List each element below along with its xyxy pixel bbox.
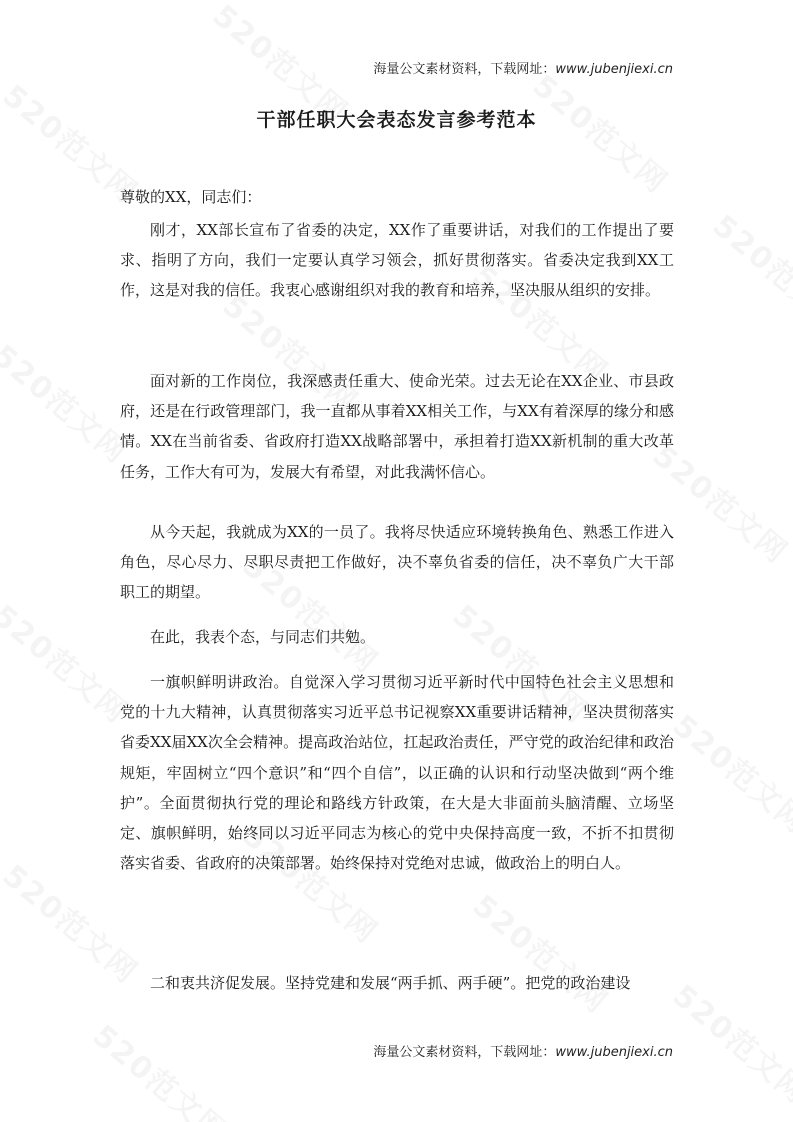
watermark [665,972,793,1112]
watermark [85,1012,239,1122]
paragraph: 刚才，XX部长宣布了省委的决定，XX作了重要讲话，对我们的工作提出了要求、指明了方向，我们一定要认真学习领会，抓好贯彻落实。省委决定我到XX工作，这是对我的信任。我衷心感谢组织对我的教育和培养，坚决服从组织的安排。 [120,221,674,300]
salutation: 尊敬的XX，同志们： [120,188,262,206]
watermark [525,62,679,202]
header-text: 海量公文素材资料，下载网址： [373,62,556,77]
document-title: 干部任职大会表态发言参考范本 [256,109,537,131]
watermark [665,702,793,842]
page-header [373,58,673,77]
footer-text: 海量公文素材资料，下载网址： [373,1045,556,1060]
watermark [465,882,619,1022]
page-footer [373,1041,673,1060]
footer-url: www.jubenjiexi.cn [555,1045,673,1060]
paragraph: 在此，我表个态，与同志们共勉。 [150,628,376,646]
watermark [0,332,140,472]
watermark [705,202,793,342]
header-url: www.jubenjiexi.cn [555,62,673,77]
paragraph: 面对新的工作岗位，我深感责任重大、使命光荣。过去无论在XX企业、市县政府，还是在行政管理部门，我一直都从事着XX相关工作，与XX有着深厚的缘分和感情。XX在当前省委、省政府打造XX战略部署中，承担着打造XX新机制的重大改革任务，工作大有可为，发展大有希望，对此我满怀信心。 [120,372,674,481]
paragraph: 二和衷共济促发展。坚持党建和发展“两手抓、两手硬”。把党的政治建设 [150,974,631,992]
watermark [0,592,140,732]
paragraph: 一旗帜鲜明讲政治。自觉深入学习贯彻习近平新时代中国特色社会主义思想和党的十九大精神，认真贯彻落实习近平总书记视察XX重要讲话精神，坚决贯彻落实省委XX届XX次全会精神。提高政治站位，扛起政治责任，严守党的政治纪律和政治规矩，牢固树立“四个意识”和“四个自信”，以正确的认识和行动坚决做到“两个维护”。全面贯彻执行党的理论和路线方针政策，在大是大非面前头脑清醒、立场坚定、旗帜鲜明，始终同以习近平同志为核心的党中央保持高度一致，不折不扣贯彻落实省委、省政府的决策部署。始终保持对党绝对忠诚，做政治上的明白人。 [120,673,674,873]
paragraph: 从今天起，我就成为XX的一员了。我将尽快适应环境转换角色、熟悉工作进入角色，尽心尽力、尽职尽责把工作做好，决不辜负省委的信任，决不辜负广大干部职工的期望。 [120,523,674,602]
